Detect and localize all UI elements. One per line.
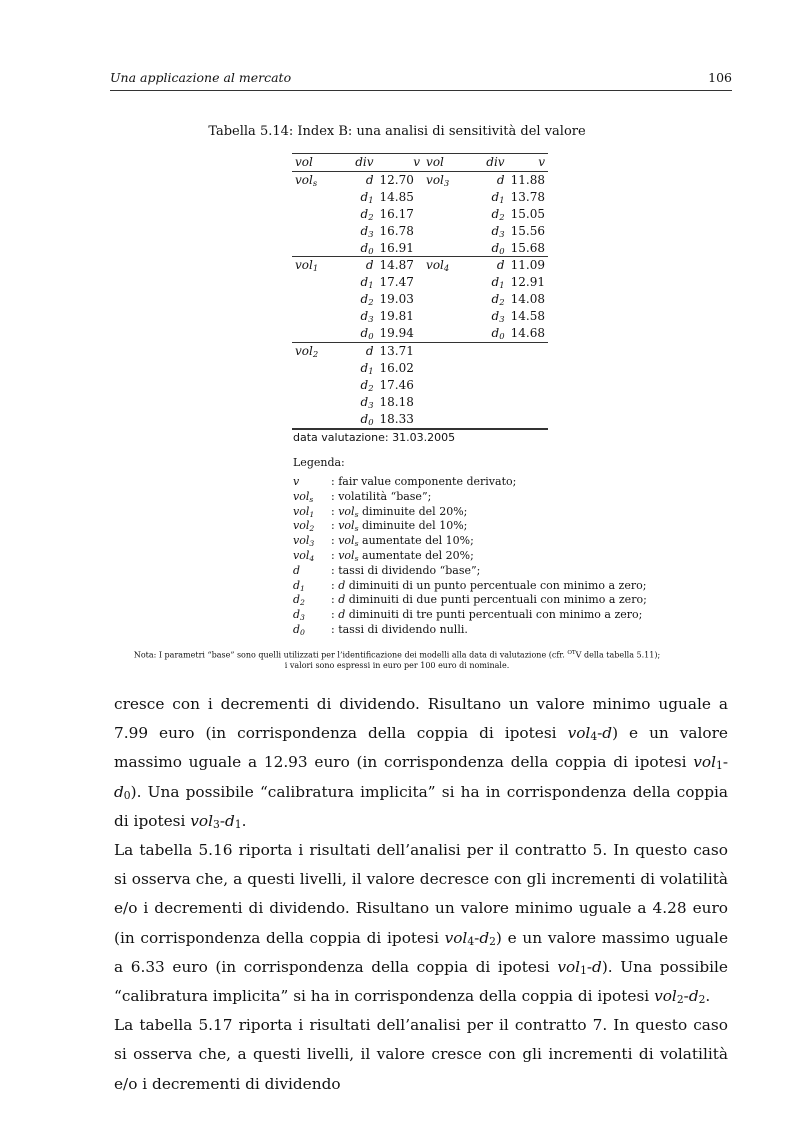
body-text xyxy=(114,690,728,1099)
cell-div: $d_2$ xyxy=(360,206,374,222)
cell-value-right xyxy=(508,411,548,429)
legend-description: : vol$_s$ aumentate del 20%; xyxy=(331,548,474,563)
cell-vol xyxy=(292,308,340,325)
table-row xyxy=(292,240,548,257)
table-row xyxy=(292,360,548,377)
cell-value: 16.17 xyxy=(379,206,414,221)
cell-value: 16.91 xyxy=(379,240,414,255)
cell-div: $d_1$ xyxy=(360,275,374,291)
cell-div: $d_3$ xyxy=(360,394,374,410)
cell-div: $d_0$ xyxy=(360,411,374,427)
cell-div-right: $d_3$ xyxy=(491,309,505,325)
cell-value: 13.71 xyxy=(377,342,424,359)
cell-value: 19.94 xyxy=(379,326,414,341)
cell-div-right xyxy=(471,342,508,359)
table-header-row xyxy=(292,154,548,172)
cell-div: $d_3$ xyxy=(360,223,374,239)
cell-value: 17.47 xyxy=(379,275,414,290)
cell-vol-right xyxy=(423,206,471,223)
note-line2: i valori sono espressi in euro per 100 euro di nominale. xyxy=(284,661,510,671)
cell-div-right: $d_2$ xyxy=(491,292,505,308)
cell-vol xyxy=(292,377,340,394)
cell-div: $d_2$ xyxy=(360,377,374,393)
cell-vol xyxy=(292,291,340,308)
legend-description: : vol$_s$ aumentate del 10%; xyxy=(331,534,474,549)
cell-vol-right: vol$_3$ xyxy=(426,172,450,188)
cell-value: 14.87 xyxy=(377,257,424,274)
legend-title: Legenda: xyxy=(293,456,345,469)
legend-symbol: vol$_3$ xyxy=(293,534,315,549)
cell-vol-right xyxy=(423,240,471,257)
cell-value-right: 11.88 xyxy=(510,172,545,187)
table-row xyxy=(292,342,548,359)
legend-description: : vol$_s$ diminuite del 20%; xyxy=(331,504,468,519)
col-header-div-right: div xyxy=(471,154,508,172)
cell-vol-right xyxy=(423,360,471,377)
legend-symbol: vol$_s$ xyxy=(293,489,314,504)
paragraph: La tabella 5.17 riporta i risultati dell’analisi per il contratto 7. In questo caso si osserva che, a questi livelli, il valore cresce con gli incrementi di volatilità e/o i decrementi di dividendo xyxy=(114,1016,728,1093)
cell-value-right: 14.58 xyxy=(510,309,545,324)
table-row xyxy=(292,274,548,291)
legend-item xyxy=(293,505,647,520)
cell-vol xyxy=(292,325,340,342)
legend-symbol: v xyxy=(293,475,300,488)
legend-symbol: $d_3$ xyxy=(293,608,305,623)
note-sup: OT xyxy=(567,650,576,656)
cell-value: 14.85 xyxy=(379,189,414,204)
cell-div-right: $d_2$ xyxy=(491,206,505,222)
note-line1-b: V della tabella 5.11); xyxy=(575,650,661,660)
legend-description: : fair value componente derivato; xyxy=(331,475,517,488)
cell-value-right: 14.08 xyxy=(510,292,545,307)
legend-item xyxy=(293,549,647,564)
legend-description: : vol$_s$ diminuite del 10%; xyxy=(331,519,468,534)
cell-div: d xyxy=(365,172,374,187)
note-line1-a: Nota: I parametri “base” sono quelli utilizzati per l’identificazione dei modelli alla data di valutazione (cfr. xyxy=(133,650,565,660)
legend-item xyxy=(293,490,647,505)
cell-div-right: d xyxy=(471,257,508,274)
cell-div: $d_1$ xyxy=(360,189,374,205)
cell-value: 18.33 xyxy=(379,411,414,426)
legend-symbol: $d_0$ xyxy=(293,622,305,637)
legend-description: : tassi di dividendo nulli. xyxy=(331,622,468,636)
cell-value-right: 12.91 xyxy=(510,275,545,290)
table-row xyxy=(292,223,548,240)
legend-symbol: $d_2$ xyxy=(293,593,305,608)
legend-description: : d diminuiti di un punto percentuale con minimo a zero; xyxy=(331,578,647,592)
legend-item xyxy=(293,534,647,549)
cell-value: 17.46 xyxy=(379,377,414,392)
legend-item xyxy=(293,564,647,579)
cell-vol-right xyxy=(423,223,471,240)
cell-vol: vol$_1$ xyxy=(292,257,340,274)
legend-item xyxy=(293,519,647,534)
legend-description: : tassi di dividendo “base”; xyxy=(331,563,481,577)
cell-div-right xyxy=(471,377,508,394)
cell-vol: vol$_s$ xyxy=(295,172,318,188)
table-note xyxy=(0,648,794,672)
cell-value: 16.78 xyxy=(379,223,414,238)
cell-value-right xyxy=(508,394,548,411)
cell-vol xyxy=(292,411,340,429)
cell-vol xyxy=(292,360,340,377)
legend-item xyxy=(293,579,647,594)
cell-vol-right xyxy=(423,377,471,394)
legend-symbol: vol$_1$ xyxy=(293,504,315,519)
col-header-vol-right: vol xyxy=(423,154,471,172)
legend-symbol: $d_1$ xyxy=(293,578,305,593)
cell-vol xyxy=(292,240,340,257)
cell-value-right xyxy=(508,342,548,359)
cell-value: 19.03 xyxy=(379,292,414,307)
col-header-div: div xyxy=(340,154,377,172)
cell-div: d xyxy=(340,342,377,359)
cell-value-right: 14.68 xyxy=(510,326,545,341)
cell-value: 16.02 xyxy=(379,360,414,375)
cell-vol-right: vol$_4$ xyxy=(423,257,471,274)
cell-value-right: 15.68 xyxy=(510,240,545,255)
paragraph: cresce con i decrementi di dividendo. Risultano un valore minimo uguale a 7.99 euro (in corrispondenza della coppia di ipotesi vol$_4$-d) e un valore massimo uguale a 12.93 euro (in corrispondenza della coppia di ipotesi $vol_1-d_0$). Una possibile “calibratura implicita” si ha in corrispondenza della coppia di ipotesi $vol_3-d_1$. xyxy=(114,695,728,831)
legend-description: : volatilità “base”; xyxy=(331,489,432,503)
cell-vol-right xyxy=(423,342,471,359)
cell-div-right: $d_1$ xyxy=(491,275,505,291)
cell-value: 19.81 xyxy=(379,309,414,324)
col-header-v: v xyxy=(377,154,424,172)
table-row xyxy=(292,411,548,429)
cell-div-right: $d_1$ xyxy=(491,189,505,205)
table-row xyxy=(292,257,548,274)
table-row xyxy=(292,189,548,206)
page-number: 106 xyxy=(708,70,732,85)
cell-vol-right xyxy=(423,308,471,325)
cell-value-right xyxy=(508,377,548,394)
cell-vol-right xyxy=(423,274,471,291)
cell-value-right: 11.09 xyxy=(508,257,548,274)
cell-div: $d_0$ xyxy=(360,326,374,342)
cell-vol xyxy=(292,206,340,223)
col-header-v-right: v xyxy=(508,154,548,172)
cell-vol xyxy=(292,223,340,240)
cell-div-right: $d_0$ xyxy=(491,240,505,256)
cell-vol-right xyxy=(423,325,471,342)
cell-value-right: 15.56 xyxy=(510,223,545,238)
cell-div-right xyxy=(471,411,508,429)
table-row xyxy=(292,171,548,188)
legend-description: : d diminuiti di tre punti percentuali con minimo a zero; xyxy=(331,608,643,622)
table-row xyxy=(292,308,548,325)
table-caption: Tabella 5.14: Index B: una analisi di sensitività del valore xyxy=(208,124,586,139)
col-header-vol: vol xyxy=(292,154,340,172)
cell-vol-right xyxy=(423,291,471,308)
table-row xyxy=(292,377,548,394)
cell-vol-right xyxy=(423,411,471,429)
cell-div-right: $d_3$ xyxy=(491,223,505,239)
cell-div: $d_1$ xyxy=(360,360,374,376)
table-body xyxy=(292,171,548,428)
valuation-date: data valutazione: 31.03.2005 xyxy=(293,431,456,444)
running-header xyxy=(110,68,732,91)
cell-value-right xyxy=(508,360,548,377)
legend-symbol: vol$_4$ xyxy=(293,548,315,563)
legend-description: : d diminuiti di due punti percentuali con minimo a zero; xyxy=(331,593,647,607)
cell-div: $d_2$ xyxy=(360,292,374,308)
cell-div-right: d xyxy=(496,172,505,187)
cell-div: d xyxy=(340,257,377,274)
cell-div: $d_3$ xyxy=(360,309,374,325)
legend-symbol: d xyxy=(293,563,301,577)
cell-value: 18.18 xyxy=(379,394,414,409)
table-row xyxy=(292,206,548,223)
cell-div-right xyxy=(471,394,508,411)
header-title: Una applicazione al mercato xyxy=(110,70,292,85)
legend-item xyxy=(293,623,647,638)
cell-value-right: 13.78 xyxy=(510,189,545,204)
legend-item xyxy=(293,593,647,608)
cell-value-right: 15.05 xyxy=(510,206,545,221)
legend-symbol: vol$_2$ xyxy=(293,519,315,534)
cell-vol: vol$_2$ xyxy=(292,342,340,359)
cell-value: 12.70 xyxy=(379,172,414,187)
table-row xyxy=(292,325,548,342)
sensitivity-table xyxy=(292,153,548,430)
cell-vol-right xyxy=(423,394,471,411)
cell-vol-right xyxy=(423,189,471,206)
legend xyxy=(293,475,647,638)
cell-vol xyxy=(292,274,340,291)
cell-vol xyxy=(292,394,340,411)
cell-vol xyxy=(292,189,340,206)
table-row xyxy=(292,291,548,308)
table-row xyxy=(292,394,548,411)
legend-item xyxy=(293,608,647,623)
cell-div: $d_0$ xyxy=(360,240,374,256)
paragraph: La tabella 5.16 riporta i risultati dell’analisi per il contratto 5. In questo caso si osserva che, a questi livelli, il valore decresce con gli incrementi di volatilità e/o i decrementi di dividendo. Risultano un valore minimo uguale a 4.28 euro (in corrispondenza della coppia di ipotesi $vol_4-d_2$) e un valore massimo uguale a 6.33 euro (in corrispondenza della coppia di ipotesi vol$_1$-d). Una possibile “calibratura implicita” si ha in corrispondenza della coppia di ipotesi $vol_2-d_2$. xyxy=(114,841,728,1007)
cell-div-right: $d_0$ xyxy=(491,326,505,342)
legend-item xyxy=(293,475,647,490)
cell-div-right xyxy=(471,360,508,377)
